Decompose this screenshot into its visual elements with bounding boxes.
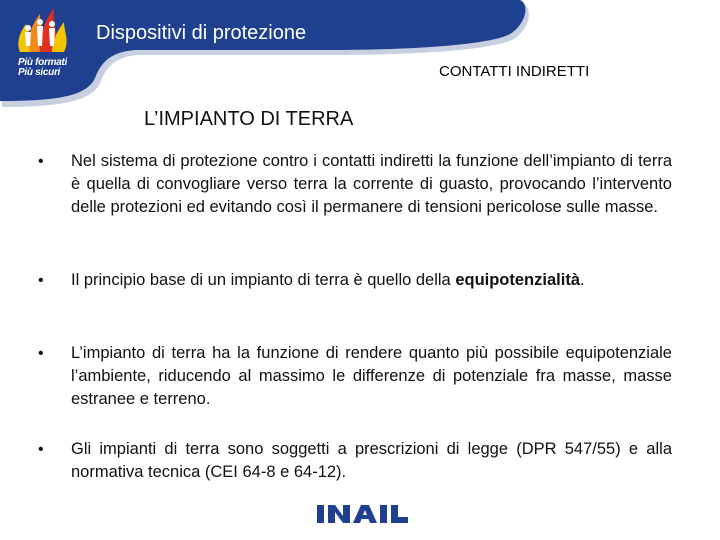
logo (6, 2, 86, 82)
bullet-text-tail: . (580, 271, 585, 289)
bullet-text: L’impianto di terra ha la funzione di rendere quanto più possibile equipotenziale l’ambiente, riducendo al massimo le differenze di potenziale fra masse, masse estranee e terreno. (71, 344, 672, 408)
bullet-text-lead: Il principio base di un impianto di terra è quello della (71, 271, 456, 289)
logo-text-line-1: Più formati (18, 57, 67, 68)
bullet-item (38, 150, 672, 242)
header-banner (0, 0, 720, 110)
bullet-icon: • (38, 272, 44, 289)
logo-text-line-2: Più sicuri (18, 67, 61, 78)
slide-title: L’IMPIANTO DI TERRA (144, 108, 354, 130)
section-label: CONTATTI INDIRETTI (439, 63, 590, 80)
bullet-item (38, 438, 672, 484)
bullet-text-strong: equipotenzialità (455, 271, 580, 289)
bullet-text (71, 269, 672, 292)
inail-logo (313, 500, 413, 528)
bullet-icon: • (38, 153, 44, 170)
header-title: Dispositivi di protezione (96, 22, 307, 44)
banner-shape (0, 0, 720, 110)
bullet-text: Gli impianti di terra sono soggetti a prescrizioni di legge (DPR 547/55) e alla normativa tecnica (CEI 64-8 e 64-12). (71, 440, 672, 481)
flame-people-logo-icon (6, 2, 86, 58)
inail-logo-icon (313, 500, 413, 528)
bullet-icon: • (38, 345, 44, 362)
bullet-text: Nel sistema di protezione contro i contatti indiretti la funzione dell’impianto di terra è quella di convogliare verso terra la corrente di guasto, provocando l’intervento delle protezioni ed evitando così il permanere di tensioni pericolose sulle masse. (71, 152, 672, 216)
bullet-item (38, 342, 672, 411)
bullet-item (38, 269, 672, 315)
bullet-icon: • (38, 441, 44, 458)
